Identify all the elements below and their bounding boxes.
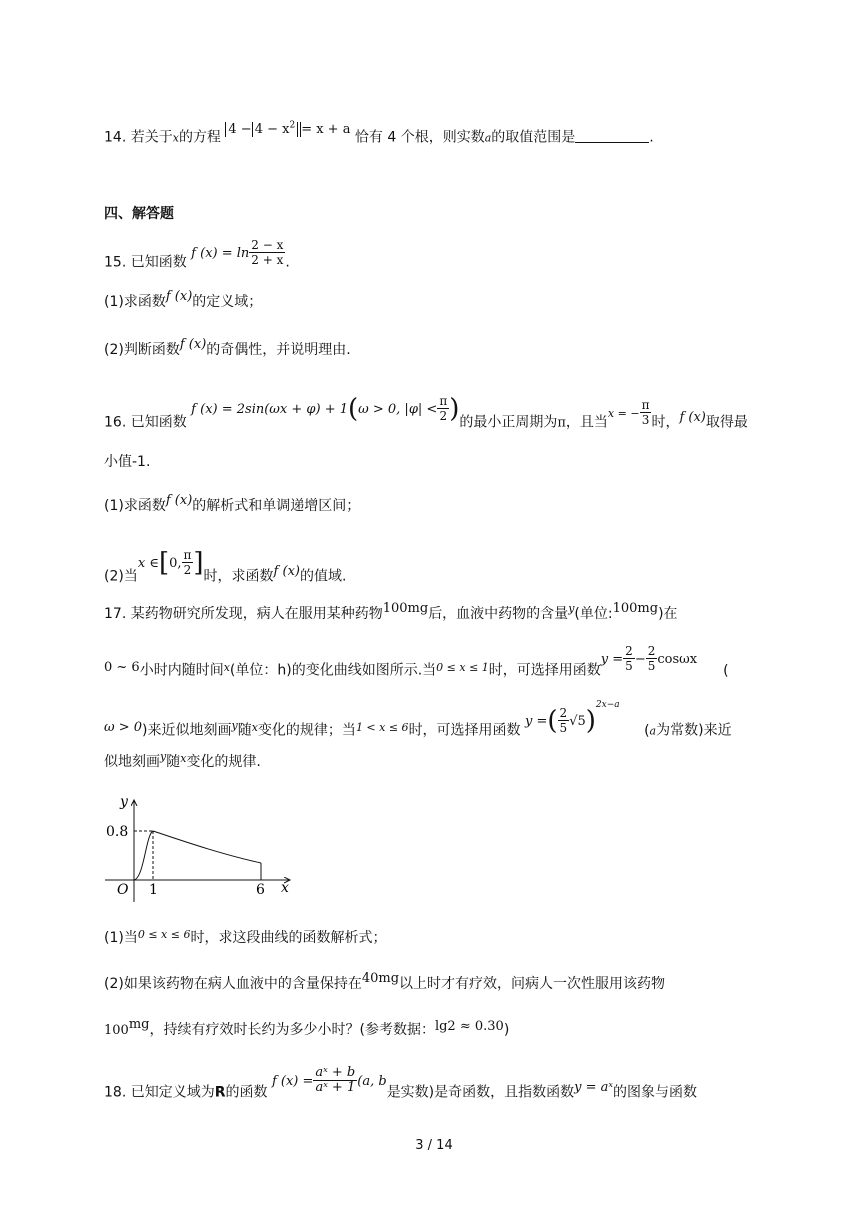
q17-line4: 似地刻画$^y$随$^x$变化的规律.	[104, 750, 261, 770]
section-heading: 四、解答题	[104, 206, 174, 222]
q17-part1: (1)当$^{0 \le x \le 6}$时，求这段曲线的函数解析式；	[104, 928, 387, 946]
q16-line2: 小值-1.	[104, 454, 151, 470]
origin-label: O	[117, 882, 129, 898]
q14-equation: $4 - 4 - x^2$	[225, 122, 301, 137]
q15-function: f (x) = ln	[191, 245, 250, 261]
tick-1-label: 1	[149, 882, 158, 898]
concentration-graph	[100, 790, 300, 910]
q16-part1: (1)求函数f (x)的解析式和单调递增区间；	[104, 493, 361, 514]
q14-line	[104, 121, 654, 148]
tick-6-label: 6	[256, 882, 265, 898]
q17-line2: 0 ~ 6小时内随时间$^x$(单位：h)的变化曲线如图所示.当$^{0 \le x \le 1}$时，可选择用函数y = $\frac{2}{5}$ − $\frac{2}{5}$ cosωx(	[104, 644, 729, 679]
q16-function: f (x) = 2sin(ωx + φ) + 1	[191, 401, 348, 417]
q14-text: 的取值范围是	[491, 129, 576, 146]
tick-08-label: 0.8	[106, 824, 129, 840]
q16-part2: (2)当x ∈[0, $\frac{\pi}{2}$ ]时，求函数f (x)的值域.	[104, 547, 347, 585]
q15-intro: 15. 已知函数	[104, 254, 187, 271]
q14-equation-rhs: = x + a	[301, 122, 351, 138]
answer-blank	[575, 128, 649, 143]
q15-fraction: $\frac{2 - x}{2 + x}$	[251, 238, 284, 267]
q15-end: .	[285, 254, 290, 271]
y-label: y	[120, 794, 128, 810]
q14-var-x: x	[172, 131, 179, 145]
q14-text: 若关于	[130, 129, 173, 146]
q14-var-a: a	[484, 131, 492, 145]
q15-part2: (2)判断函数f (x)的奇偶性，并说明理由.	[104, 337, 351, 358]
q17-part3: 100mg，持续有疗效时长约为多少小时？(参考数据：lg2 ≈ 0.30)	[104, 1017, 510, 1038]
q14-text: 的方程	[178, 129, 221, 146]
q17-line3: ω > 0)来近似地刻画$^y$随$^x$变化的规律；当$^{1 < x \le 6}$时，可选择用函数 y =( $\frac{2}{5}$ √5)$^{2x-a}$ (a为常数)来近	[104, 699, 732, 739]
page-number: 3 / 14	[415, 1138, 453, 1153]
x-label: x	[281, 880, 289, 896]
q15-line	[104, 238, 290, 277]
q18-line: 18. 已知定义域为R的函数 f (x) = $\frac{\text{aˣ + b}}{\text{aˣ + 1}}$ (a, b是实数)是奇函数，且指数函数y = aˣ的图象与函数	[104, 1065, 698, 1101]
q14-end: .	[649, 129, 654, 146]
q14-number: 14.	[104, 129, 127, 146]
q17-part2: (2)如果该药物在病人血液中的含量保持在40mg以上时才有疗效，问病人一次性服用该药物	[104, 971, 666, 992]
q14-text: 恰有 4 个根，则实数	[354, 129, 485, 146]
q17-line1: 17. 某药物研究所发现，病人在服用某种药物100mg后，血液中药物的含量$^y$(单位:100mg)在	[104, 601, 678, 622]
q15-part1: (1)求函数f (x)的定义域；	[104, 289, 263, 310]
q16-line1: 16. 已知函数 f (x) = 2sin(ωx + φ) + 1(ω > 0, |φ| < $\frac{\pi}{2}$ )的最小正周期为π，且当$^{x = -}$ $\frac{\pi}{3}$ 时，f (x)取得最	[104, 393, 748, 431]
